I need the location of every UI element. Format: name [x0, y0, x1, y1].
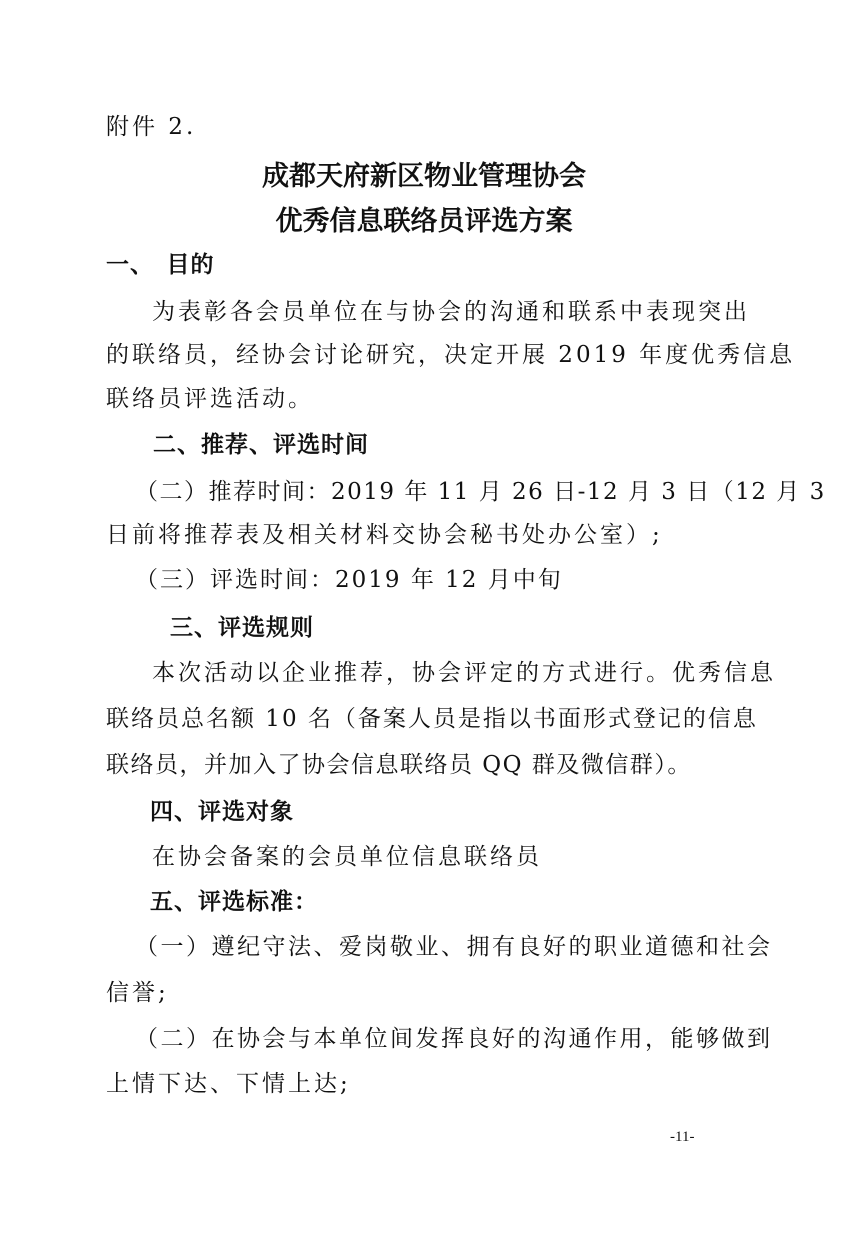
paragraph-line: （三）评选时间：2019 年 12 月中旬 [135, 567, 563, 593]
paragraph-line: 上情下达、下情上达; [106, 1071, 351, 1097]
section-heading-rules: 三、评选规则 [170, 615, 314, 641]
section-heading-targets: 四、评选对象 [150, 799, 294, 825]
paragraph-line: 联络员，并加入了协会信息联络员 QQ 群及微信群）。 [106, 752, 692, 778]
paragraph-line: 联络员评选活动。 [106, 386, 314, 412]
paragraph-line: 为表彰各会员单位在与协会的沟通和联系中表现突出 [152, 299, 750, 325]
page-number: -11- [670, 1129, 695, 1145]
attachment-label: 附件 2. [106, 114, 197, 140]
paragraph-line: 本次活动以企业推荐，协会评定的方式进行。优秀信息 [152, 660, 776, 686]
paragraph-line: （一）遵纪守法、爱岗敬业、拥有良好的职业道德和社会 [135, 934, 773, 960]
paragraph-line: 的联络员，经协会讨论研究，决定开展 2019 年度优秀信息 [106, 342, 796, 368]
paragraph-line: 日前将推荐表及相关材料交协会秘书处办公室）; [106, 522, 663, 548]
paragraph-line: 在协会备案的会员单位信息联络员 [152, 844, 542, 870]
paragraph-line: 联络员总名额 10 名（备案人员是指以书面形式登记的信息 [106, 706, 758, 732]
section-heading-criteria: 五、评选标准： [150, 889, 318, 915]
paragraph-line: （二）在协会与本单位间发挥良好的沟通作用，能够做到 [135, 1026, 773, 1052]
section-heading-schedule: 二、推荐、评选时间 [153, 432, 369, 458]
document-title-line-2: 优秀信息联络员评选方案 [275, 206, 573, 237]
section-heading-purpose: 一、 目的 [106, 252, 215, 278]
paragraph-line: 信誉; [106, 980, 169, 1006]
document-title-line-1: 成都天府新区物业管理协会 [262, 161, 586, 192]
paragraph-line: （二）推荐时间：2019 年 11 月 26 日-12 月 3 日（12 月 3 [135, 479, 826, 505]
